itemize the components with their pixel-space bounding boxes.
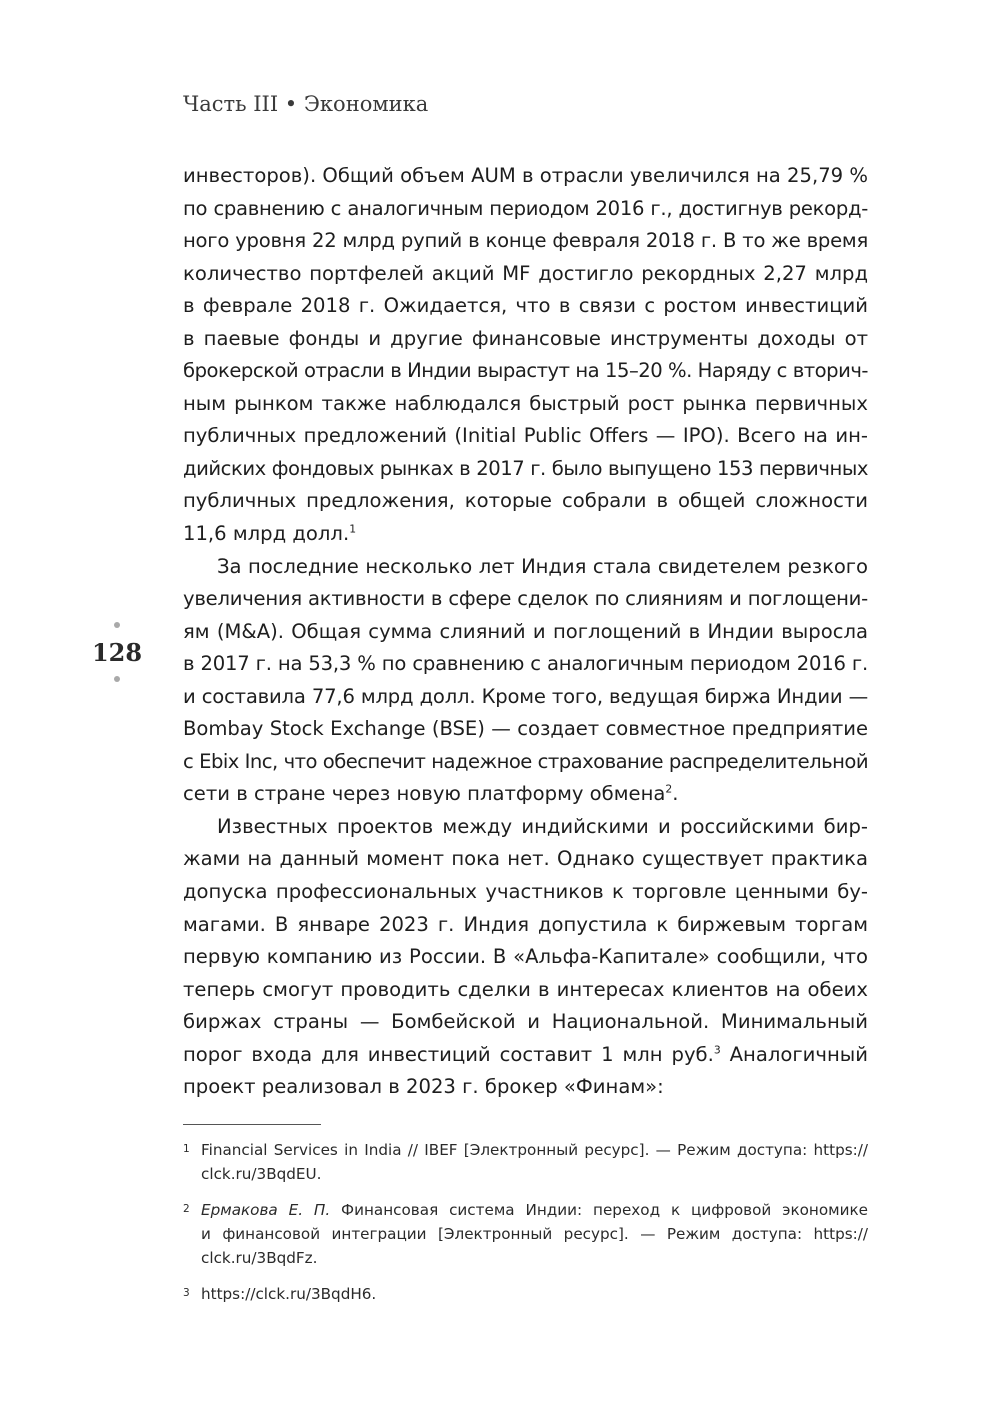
footnote-ref[interactable]: 1	[349, 522, 357, 536]
text-line: с Ebix Inc, что обеспечит надежное страхование распределительной	[183, 749, 868, 773]
text-line: допуска профессиональных участников к торговле ценными бу-	[183, 880, 868, 904]
text-line: публичных предложения, которые собрали в общей сложности	[183, 489, 868, 513]
footnote-line: и финансовой интеграции [Электронный ресурс]. — Режим доступа: https://	[201, 1225, 868, 1243]
text-line: магами. В январе 2023 г. Индия допустила к биржевым торгам	[183, 912, 868, 936]
text-span: 11,6 млрд долл.	[183, 522, 350, 546]
text-line: дийских фондовых рынках в 2017 г. было выпущено 153 первичных	[183, 456, 868, 480]
text-line: За последние несколько лет Индия стала свидетелем резкого	[217, 554, 868, 578]
footnote-mark: 2	[183, 1203, 190, 1215]
footnote	[183, 1282, 868, 1306]
text-line	[183, 1039, 868, 1072]
paragraph	[183, 160, 868, 551]
text-line: первую компанию из России. В «Альфа-Капитале» сообщили, что	[183, 945, 868, 969]
text-line	[183, 518, 868, 551]
footnotes	[183, 1138, 868, 1318]
text-line: ным рынком также наблюдался быстрый рост рынка первичных	[183, 391, 868, 415]
footnote	[183, 1198, 868, 1270]
footnote-line: clck.ru/3BqdEU.	[201, 1165, 322, 1183]
text-line: увеличения активности в сфере сделок по слияниям и поглощени-	[183, 587, 868, 611]
text-line: проект реализовал в 2023 г. брокер «Финам»:	[183, 1075, 664, 1099]
text-span: .	[672, 782, 679, 806]
footnote-line[interactable]: https://clck.ru/3BqdH6.	[201, 1285, 377, 1303]
footnote-line: Financial Services in India // IBEF [Электронный ресурс]. — Режим доступа: https://	[201, 1141, 868, 1159]
text-line: в 2017 г. на 53,3 % по сравнению с аналогичным периодом 2016 г.	[183, 652, 868, 676]
footnote	[183, 1138, 868, 1186]
text-line: в паевые фонды и другие финансовые инструменты доходы от	[183, 326, 868, 350]
text-line	[183, 778, 868, 811]
text-line: публичных предложений (Initial Public Offers — IPO). Всего на ин-	[183, 424, 868, 448]
text-span: Финансовая система Индии: переход к цифровой экономике	[330, 1201, 868, 1219]
text-line: в феврале 2018 г. Ожидается, что в связи с ростом инвестиций	[183, 294, 868, 318]
footnote-mark: 1	[183, 1143, 190, 1155]
footnote-author: Ермакова Е. П.	[201, 1201, 331, 1219]
running-title: Часть III • Экономика	[183, 92, 429, 116]
text-line: по сравнению с аналогичным периодом 2016 г., достигнув рекорд-	[183, 196, 868, 220]
text-line: инвесторов). Общий объем AUM в отрасли увеличился на 25,79 %	[183, 164, 868, 187]
page-number-dot-bottom	[114, 676, 120, 682]
footnote-mark: 3	[183, 1287, 190, 1299]
footnote-ref[interactable]: 2	[665, 782, 673, 796]
text-span: сети в стране через новую платформу обмена	[183, 782, 666, 806]
text-line: ям (M&A). Общая сумма слияний и поглощений в Индии выросла	[183, 619, 868, 643]
text-span: порог входа для инвестиций составит 1 млн руб.	[183, 1042, 714, 1066]
paragraph	[183, 551, 868, 811]
footnote-line	[201, 1198, 868, 1222]
footnote-line: clck.ru/3BqdFz.	[201, 1249, 318, 1267]
page-number: 128	[91, 638, 143, 667]
text-line: брокерской отрасли в Индии вырастут на 15–20 %. Наряду с вторич-	[183, 359, 868, 383]
body-text	[183, 160, 868, 1104]
page-number-dot-top	[114, 622, 120, 628]
text-line: количество портфелей акций MF достигло рекордных 2,27 млрд	[183, 261, 868, 285]
text-span: Аналогичный	[720, 1042, 868, 1066]
text-line: ного уровня 22 млрд рупий в конце февраля 2018 г. В то же время	[183, 229, 868, 253]
text-line: и составила 77,6 млрд долл. Кроме того, ведущая биржа Индии —	[183, 684, 868, 708]
text-line: Bombay Stock Exchange (BSE) — создает совместное предприятие	[183, 717, 868, 741]
text-line: теперь смогут проводить сделки в интересах клиентов на обеих	[183, 977, 868, 1001]
footnote-divider	[183, 1124, 321, 1125]
text-line: Известных проектов между индийскими и российскими бир-	[217, 814, 868, 838]
paragraph	[183, 811, 868, 1104]
text-line: жами на данный момент пока нет. Однако существует практика	[183, 847, 868, 871]
text-line: биржах страны — Бомбейской и Национальной. Минимальный	[183, 1010, 868, 1034]
footnote-ref[interactable]: 3	[713, 1043, 721, 1057]
